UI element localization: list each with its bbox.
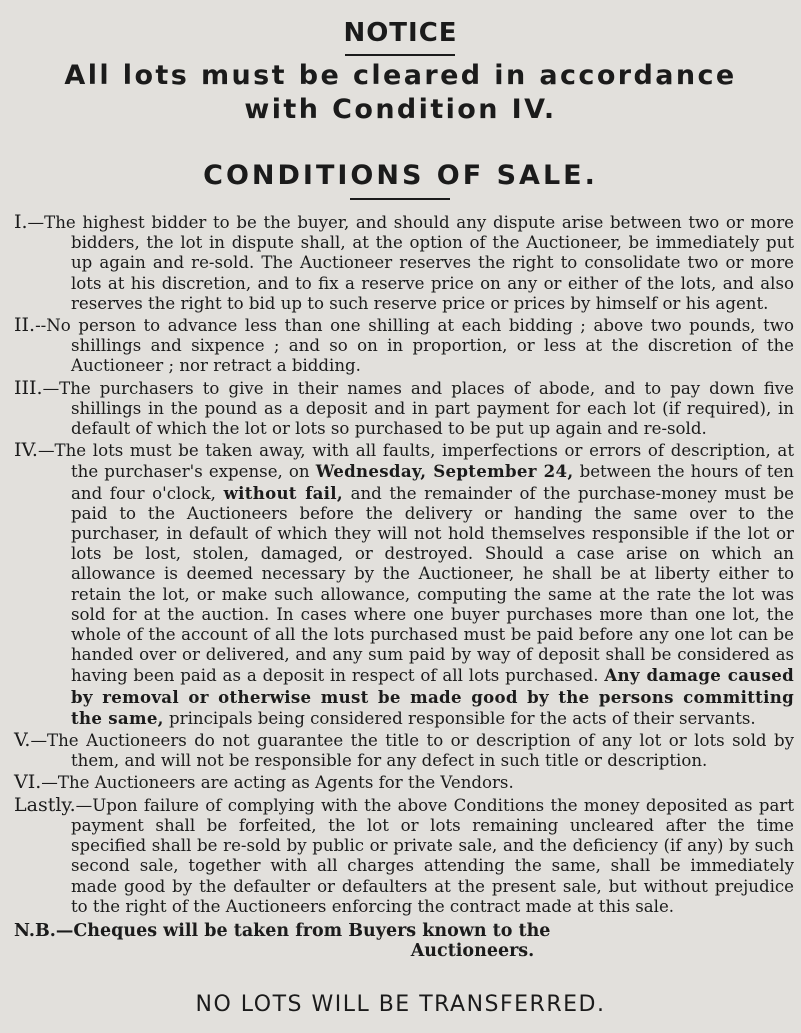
conditions-underline (350, 198, 450, 200)
clause-text: —Upon failure of complying with the above Conditions the money deposited as part payment shall be forfeited, the lot or lots remaining uncleared after the time specified shall be re-sold by public or private sale, and the deficiency (if any) by such second sale, together with all charges attending the same, shall be immediately made good by the defaulter or defaulters at the present sale, but without prejudice to the right of the Auctioneers enforcing the contract made at this sale. (71, 795, 794, 916)
no-transfer-notice: NO LOTS WILL BE TRANSFERRED. (195, 992, 606, 1017)
clause-text: —The highest bidder to be the buyer, and should any dispute arise between two or more bidders, the lot in dispute shall, at the option of the Auctioneer, be immediately put up again and re-sold. The Auctioneer reserves the right to consolidate two or more lots at his discretion, and to fix a reserve price on any or either of the lots, and also reserves the right to bid up to such reserve price or prices by himself or his agent. (27, 213, 794, 313)
clause-text: —The purchasers to give in their names and places of abode, and to pay down five shillings in the pound as a deposit and in part payment for each lot (if required), in default of which the lot or lots so purchased to be put up again and re-sold. (42, 378, 794, 439)
clause-text: and the remainder of the purchase-money must be paid to the Auctioneers before the delivery or handing the same over to the purchaser, in default of which they will not hold themselves responsible if the lot or lots be lost, stolen, damaged, or destroyed. Should a case arise on which an allowance is deemed necessary by the Auctioneer, he shall be at liberty either to retain the lot, or make such allowance, computing the same at the rate the lot was sold for at the auction. In cases where one buyer purchases more than one lot, the whole of the account of all the lots purchased must be paid before any one lot can be handed over or delivered, and any sum paid by way of deposit shall be considered as having been paid as a deposit in respect of all lots purchased. (71, 483, 794, 686)
clause-3 (14, 378, 794, 440)
clause-text: between the hours of ten and four o'clock, (71, 462, 794, 503)
clause-number: IV. (14, 439, 38, 462)
clause-number: III. (14, 376, 43, 399)
clause-text: principals being considered responsible for the acts of their servants. (163, 708, 756, 728)
clause-1 (14, 212, 794, 314)
clause-number: VI. (14, 771, 42, 794)
clauses-list (14, 212, 794, 978)
clause-emphasis: Wednesday, September 24, (315, 461, 574, 482)
clause-emphasis: Any damage caused by removal or otherwise must be made good by the persons committing the same, (71, 665, 795, 728)
nota-bene-text: N.B.—Cheques will be taken from Buyers known to the (14, 920, 551, 941)
clause-emphasis: without fail, (223, 482, 343, 503)
notice-title: NOTICE (343, 18, 458, 48)
clause-number: Lastly. (14, 793, 76, 816)
nota-bene (14, 921, 794, 961)
clause-text: —The lots must be taken away, with all faults, imperfections or errors of description, at the purchaser's expense, on (37, 441, 794, 482)
clause-6 (14, 772, 794, 793)
clause-text: —The Auctioneers are acting as Agents for the Vendors. (41, 773, 514, 793)
nota-bene-continued: Auctioneers. (410, 940, 535, 961)
clause-text: —The Auctioneers do not guarantee the title to or description of any lot or lots sold by them, and will not be responsible for any defect in such title or description. (30, 731, 794, 771)
clause-4 (14, 440, 794, 729)
notice-underline (345, 54, 455, 56)
clause-text: --No person to advance less than one shilling at each bidding ; above two pounds, two shillings and sixpence ; and so on in proportion, or less at the discretion of the Auctioneer ; nor retract a bidding. (35, 316, 794, 376)
clause-number: I. (14, 211, 28, 233)
clause-5 (14, 730, 794, 771)
clause-2 (14, 315, 794, 377)
clause-number: V. (14, 729, 31, 752)
clause-number: II. (14, 314, 36, 337)
notice-line-1: All lots must be cleared in accordance (64, 60, 737, 91)
conditions-title: CONDITIONS OF SALE. (203, 160, 598, 191)
notice-line-2: with Condition IV. (244, 94, 557, 125)
clause-lastly (14, 795, 794, 917)
